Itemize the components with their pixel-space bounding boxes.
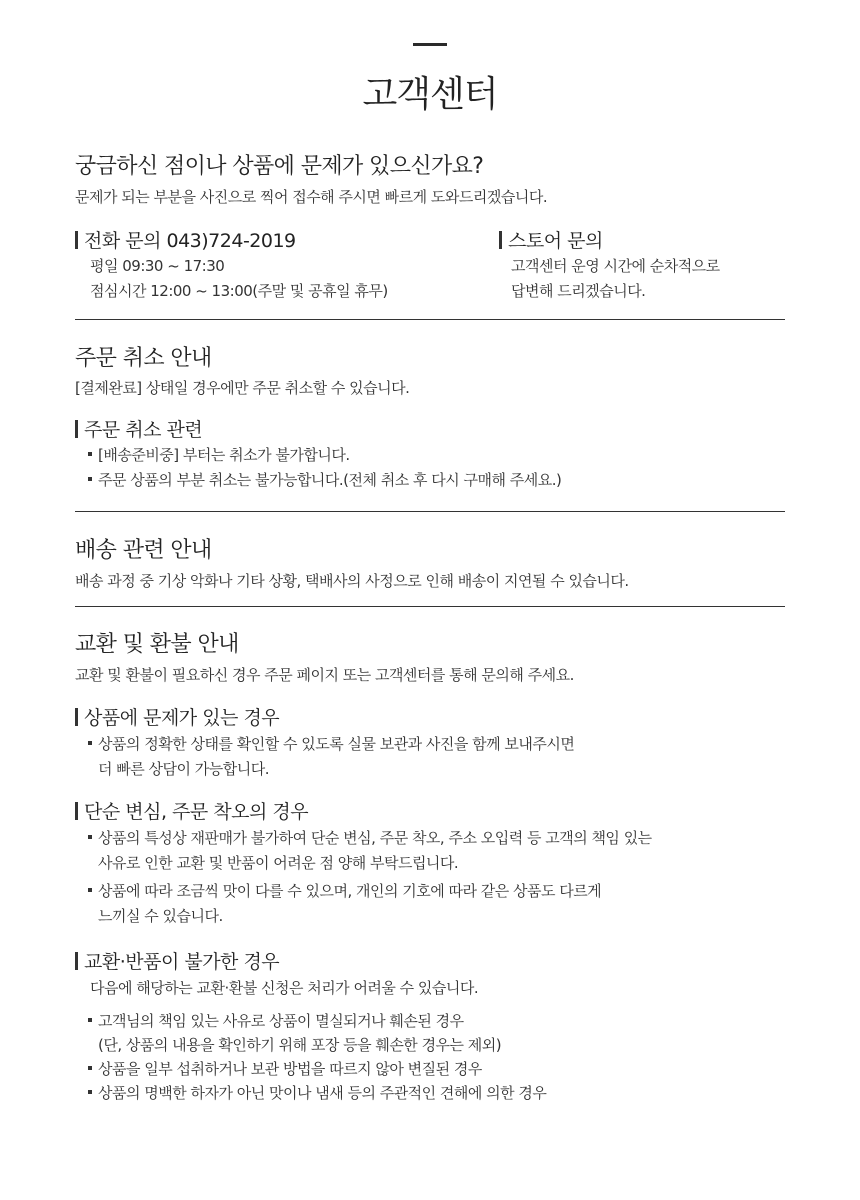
cancel-text: [결제완료] 상태일 경우에만 주문 취소할 수 있습니다. [75,379,410,397]
phone-lunch-hours: 점심시간 12:00 ~ 13:00(주말 및 공휴일 휴무) [90,282,388,300]
simple-change-item: 상품의 특성상 재판매가 불가하여 단순 변심, 주문 착오, 주소 오입력 등 고객의 책임 있는 [88,827,652,848]
bullet-icon [88,477,92,481]
shipping-text: 배송 과정 중 기상 악화나 기타 상황, 택배사의 사정으로 인해 배송이 지연될 수 있습니다. [75,572,629,590]
defect-item-continuation: 더 빠른 상담이 가능합니다. [98,760,269,778]
bullet-icon [88,1066,92,1070]
impossible-heading-label: 교환·반품이 불가한 경우 [84,951,280,973]
impossible-item-continuation: (단, 상품의 내용을 확인하기 위해 포장 등을 훼손한 경우는 제외) [98,1036,502,1054]
cancel-item: [배송준비중] 부터는 취소가 불가합니다. [88,444,350,465]
bullet-icon [88,741,92,745]
heading-bar-icon [75,420,78,438]
simple-change-item: 상품에 따라 조금씩 맛이 다를 수 있으며, 개인의 기호에 따라 같은 상품도 다르게 [88,880,601,901]
store-inquiry-label: 스토어 문의 [508,230,603,252]
impossible-item: 고객님의 책임 있는 사유로 상품이 멸실되거나 훼손된 경우 [88,1010,464,1031]
cancel-heading: 주문 취소 안내 [75,346,212,371]
impossible-text: 다음에 해당하는 교환·환불 신청은 처리가 어려울 수 있습니다. [90,979,479,997]
heading-bar-icon [75,802,78,820]
bullet-icon [88,452,92,456]
phone-hours: 평일 09:30 ~ 17:30 [90,257,225,275]
defect-heading [75,703,279,730]
cancel-item: 주문 상품의 부분 취소는 불가능합니다.(전체 취소 후 다시 구매해 주세요.) [88,469,561,490]
section-divider [75,319,785,320]
simple-change-item-continuation: 사유로 인한 교환 및 반품이 어려운 점 양해 부탁드립니다. [98,854,459,872]
store-inquiry-line-1: 고객센터 운영 시간에 순차적으로 [511,257,720,275]
phone-inquiry-heading [75,226,296,253]
store-inquiry-line-2: 답변해 드리겠습니다. [511,282,646,300]
impossible-item: 상품의 명백한 하자가 아닌 맛이나 냄새 등의 주관적인 견해에 의한 경우 [88,1082,546,1103]
intro-heading: 궁금하신 점이나 상품에 문제가 있으신가요? [75,154,484,179]
heading-bar-icon [75,231,78,249]
cancel-subheading-label: 주문 취소 관련 [84,419,203,441]
store-inquiry-heading [499,226,603,253]
bullet-icon [88,1018,92,1022]
heading-bar-icon [75,708,78,726]
simple-change-heading-label: 단순 변심, 주문 착오의 경우 [84,801,309,823]
section-divider [75,606,785,607]
bullet-icon [88,1090,92,1094]
defect-heading-label: 상품에 문제가 있는 경우 [84,707,280,729]
impossible-item: 상품을 일부 섭취하거나 보관 방법을 따르지 않아 변질된 경우 [88,1058,482,1079]
impossible-heading [75,947,279,974]
heading-bar-icon [499,231,502,249]
cancel-subheading [75,415,202,442]
defect-item: 상품의 정확한 상태를 확인할 수 있도록 실물 보관과 사진을 함께 보내주시면 [88,733,574,754]
title-dash-decoration [413,43,447,46]
simple-change-heading [75,797,308,824]
heading-bar-icon [75,952,78,970]
bullet-icon [88,835,92,839]
exchange-text: 교환 및 환불이 필요하신 경우 주문 페이지 또는 고객센터를 통해 문의해 주세요. [75,666,574,684]
shipping-heading: 배송 관련 안내 [75,538,212,563]
page-title: 고객센터 [362,74,498,115]
intro-text: 문제가 되는 부분을 사진으로 찍어 접수해 주시면 빠르게 도와드리겠습니다. [75,188,548,206]
simple-change-item-continuation: 느끼실 수 있습니다. [98,907,223,925]
bullet-icon [88,888,92,892]
exchange-heading: 교환 및 환불 안내 [75,632,239,657]
section-divider [75,511,785,512]
phone-inquiry-label: 전화 문의 043)724-2019 [84,230,296,252]
